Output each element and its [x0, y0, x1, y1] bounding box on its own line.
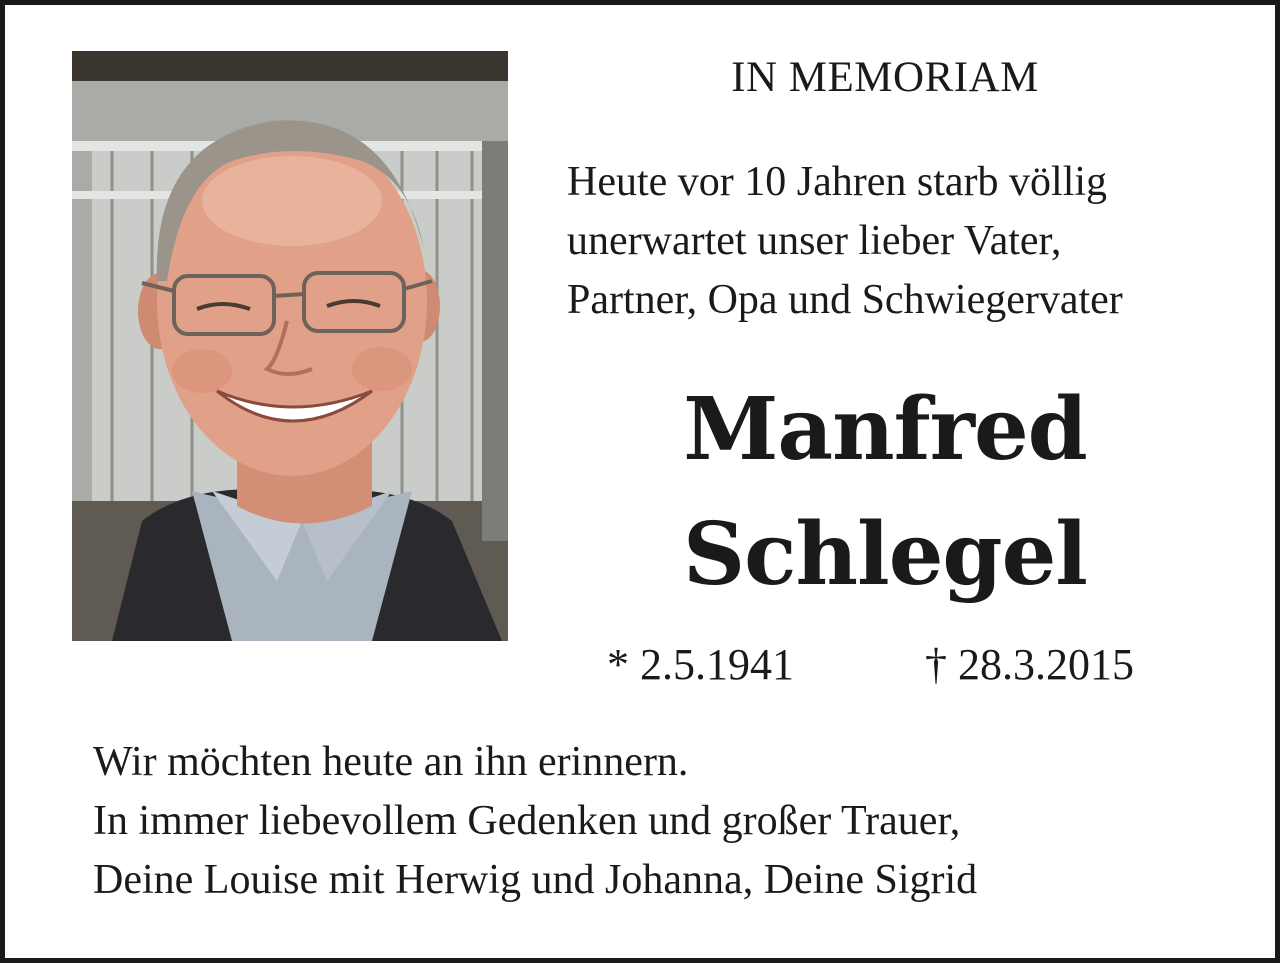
closing-line: Deine Louise mit Herwig und Johanna, Deine Sigrid — [93, 857, 978, 903]
memoriam-heading: IN MEMORIAM — [731, 54, 1039, 101]
closing-line: Wir möchten heute an ihn erinnern. — [93, 739, 689, 785]
closing-text — [93, 733, 1233, 910]
last-name: Schlegel — [683, 504, 1087, 605]
intro-text — [567, 153, 1247, 330]
intro-line: Heute vor 10 Jahren starb völlig — [567, 159, 1108, 205]
death-date: † 28.3.2015 — [925, 640, 1134, 689]
intro-line: Partner, Opa und Schwiegervater — [567, 277, 1123, 323]
closing-line: In immer liebevollem Gedenken und großer Trauer, — [93, 798, 961, 844]
birth-date: * 2.5.1941 — [607, 640, 794, 689]
portrait-photo — [72, 51, 508, 641]
deceased-name — [565, 367, 1205, 617]
intro-line: unerwartet unser lieber Vater, — [567, 218, 1062, 264]
first-name: Manfred — [683, 379, 1087, 480]
